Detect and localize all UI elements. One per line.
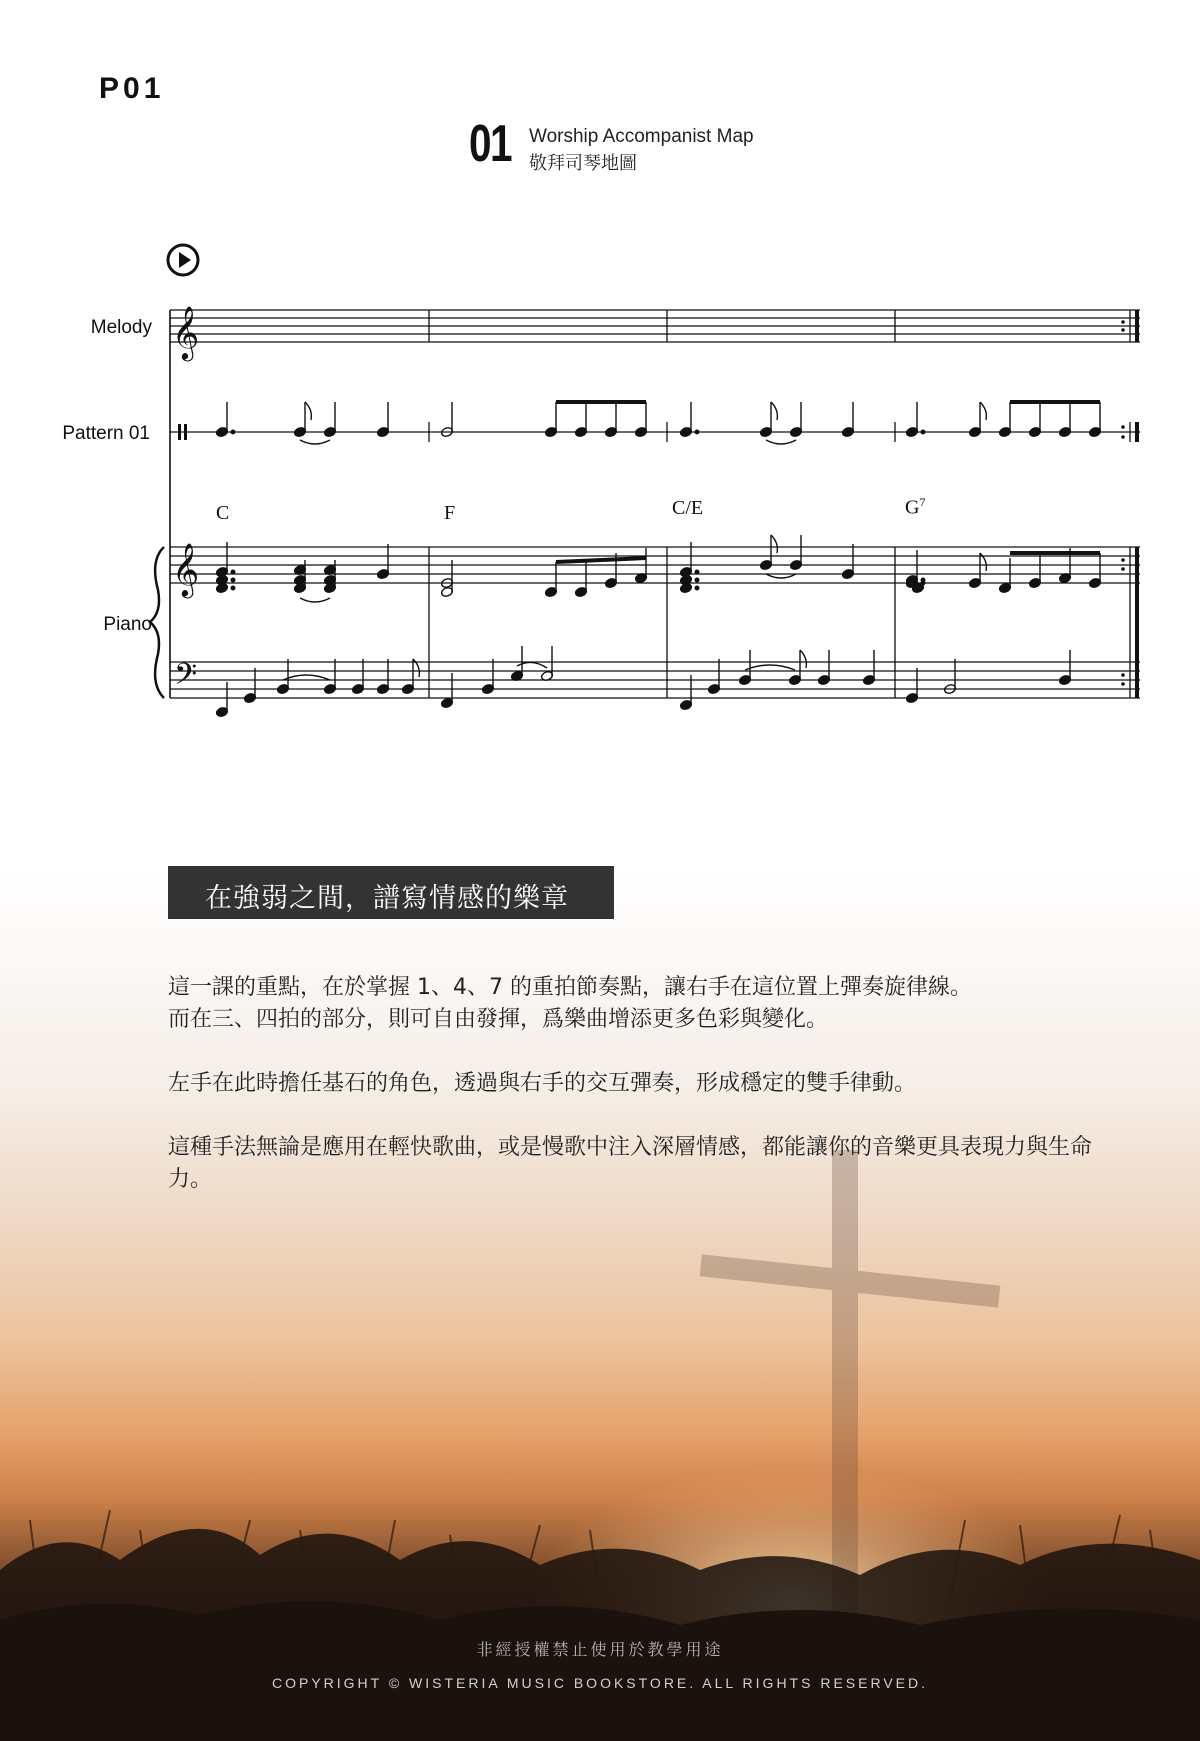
page-number: P01 [99,72,165,105]
section-banner [168,866,614,919]
note-flag [800,650,806,668]
note-flag [771,402,777,420]
body-paragraph [168,972,1128,1036]
staff-label-pattern: Pattern 01 [62,423,150,444]
barlines [429,310,895,698]
body-paragraph: 這種手法無論是應用在輕快歌曲，或是慢歌中注入深層情感，都能讓你的音樂更具表現力與生命力。 [168,1135,1093,1192]
footer-copyright: COPYRIGHT © WISTERIA MUSIC BOOKSTORE. ALL RIGHTS RESERVED. [271,1675,928,1691]
piano-bass-notes [215,646,1071,718]
note-dot [695,570,699,574]
lesson-title-zh: 敬拜司琴地圖 [529,153,637,174]
chord-symbol: F [444,502,456,524]
body-line: 而在三、四拍的部分，則可自由發揮，爲樂曲增添更多色彩與變化。 [168,1007,829,1032]
footer-notice: 非經授權禁止使用於教學用途 [476,1640,724,1659]
tie [766,440,796,444]
treble-clef-icon: 𝄞 [172,305,200,359]
note-dot [921,578,925,582]
note-dot [231,570,235,574]
piano-treble-notes [215,535,1101,602]
staff-label-piano: Piano [103,614,152,635]
tie [745,665,795,670]
note-dot [921,430,925,434]
melody-staff [170,310,1140,342]
tie [283,675,330,680]
repeat-barlines [1130,310,1137,698]
note-dot [695,586,699,590]
note-dot [231,578,235,582]
piano-treble-staff [170,547,1140,583]
note-dot [695,578,699,582]
piano-bass-staff [170,662,1140,698]
chord-symbol: C/E [672,497,704,519]
note-flag [980,402,986,420]
sheet-music-score [0,0,1200,740]
piano-brace [150,547,164,698]
lesson-title-en: Worship Accompanist Map [529,126,754,147]
body-paragraph: 左手在此時擔任基石的角色，透過與右手的交互彈奏，形成穩定的雙手律動。 [168,1071,917,1096]
tie [300,440,330,444]
chord-symbol: $G^7$ [905,495,926,519]
banner-text: 在強弱之間，譜寫情感的樂章 [205,883,569,914]
staff-label-melody: Melody [90,317,152,338]
note-flag [771,535,777,553]
treble-clef-icon: 𝄞 [172,542,200,596]
note-dot [231,430,235,434]
note-flag [305,402,311,420]
beam [556,558,646,562]
note-dot [231,586,235,590]
tie [300,598,330,602]
note-dot [695,430,699,434]
bass-clef-icon: 𝄢 [174,658,198,699]
pattern-rhythm [215,402,1101,444]
lesson-number: 01 [469,115,511,173]
body-line: 這一課的重點，在於掌握 1、4、7 的重拍節奏點，讓右手在這位置上彈奏旋律線。 [168,975,972,1000]
chord-symbol: C [216,502,230,524]
